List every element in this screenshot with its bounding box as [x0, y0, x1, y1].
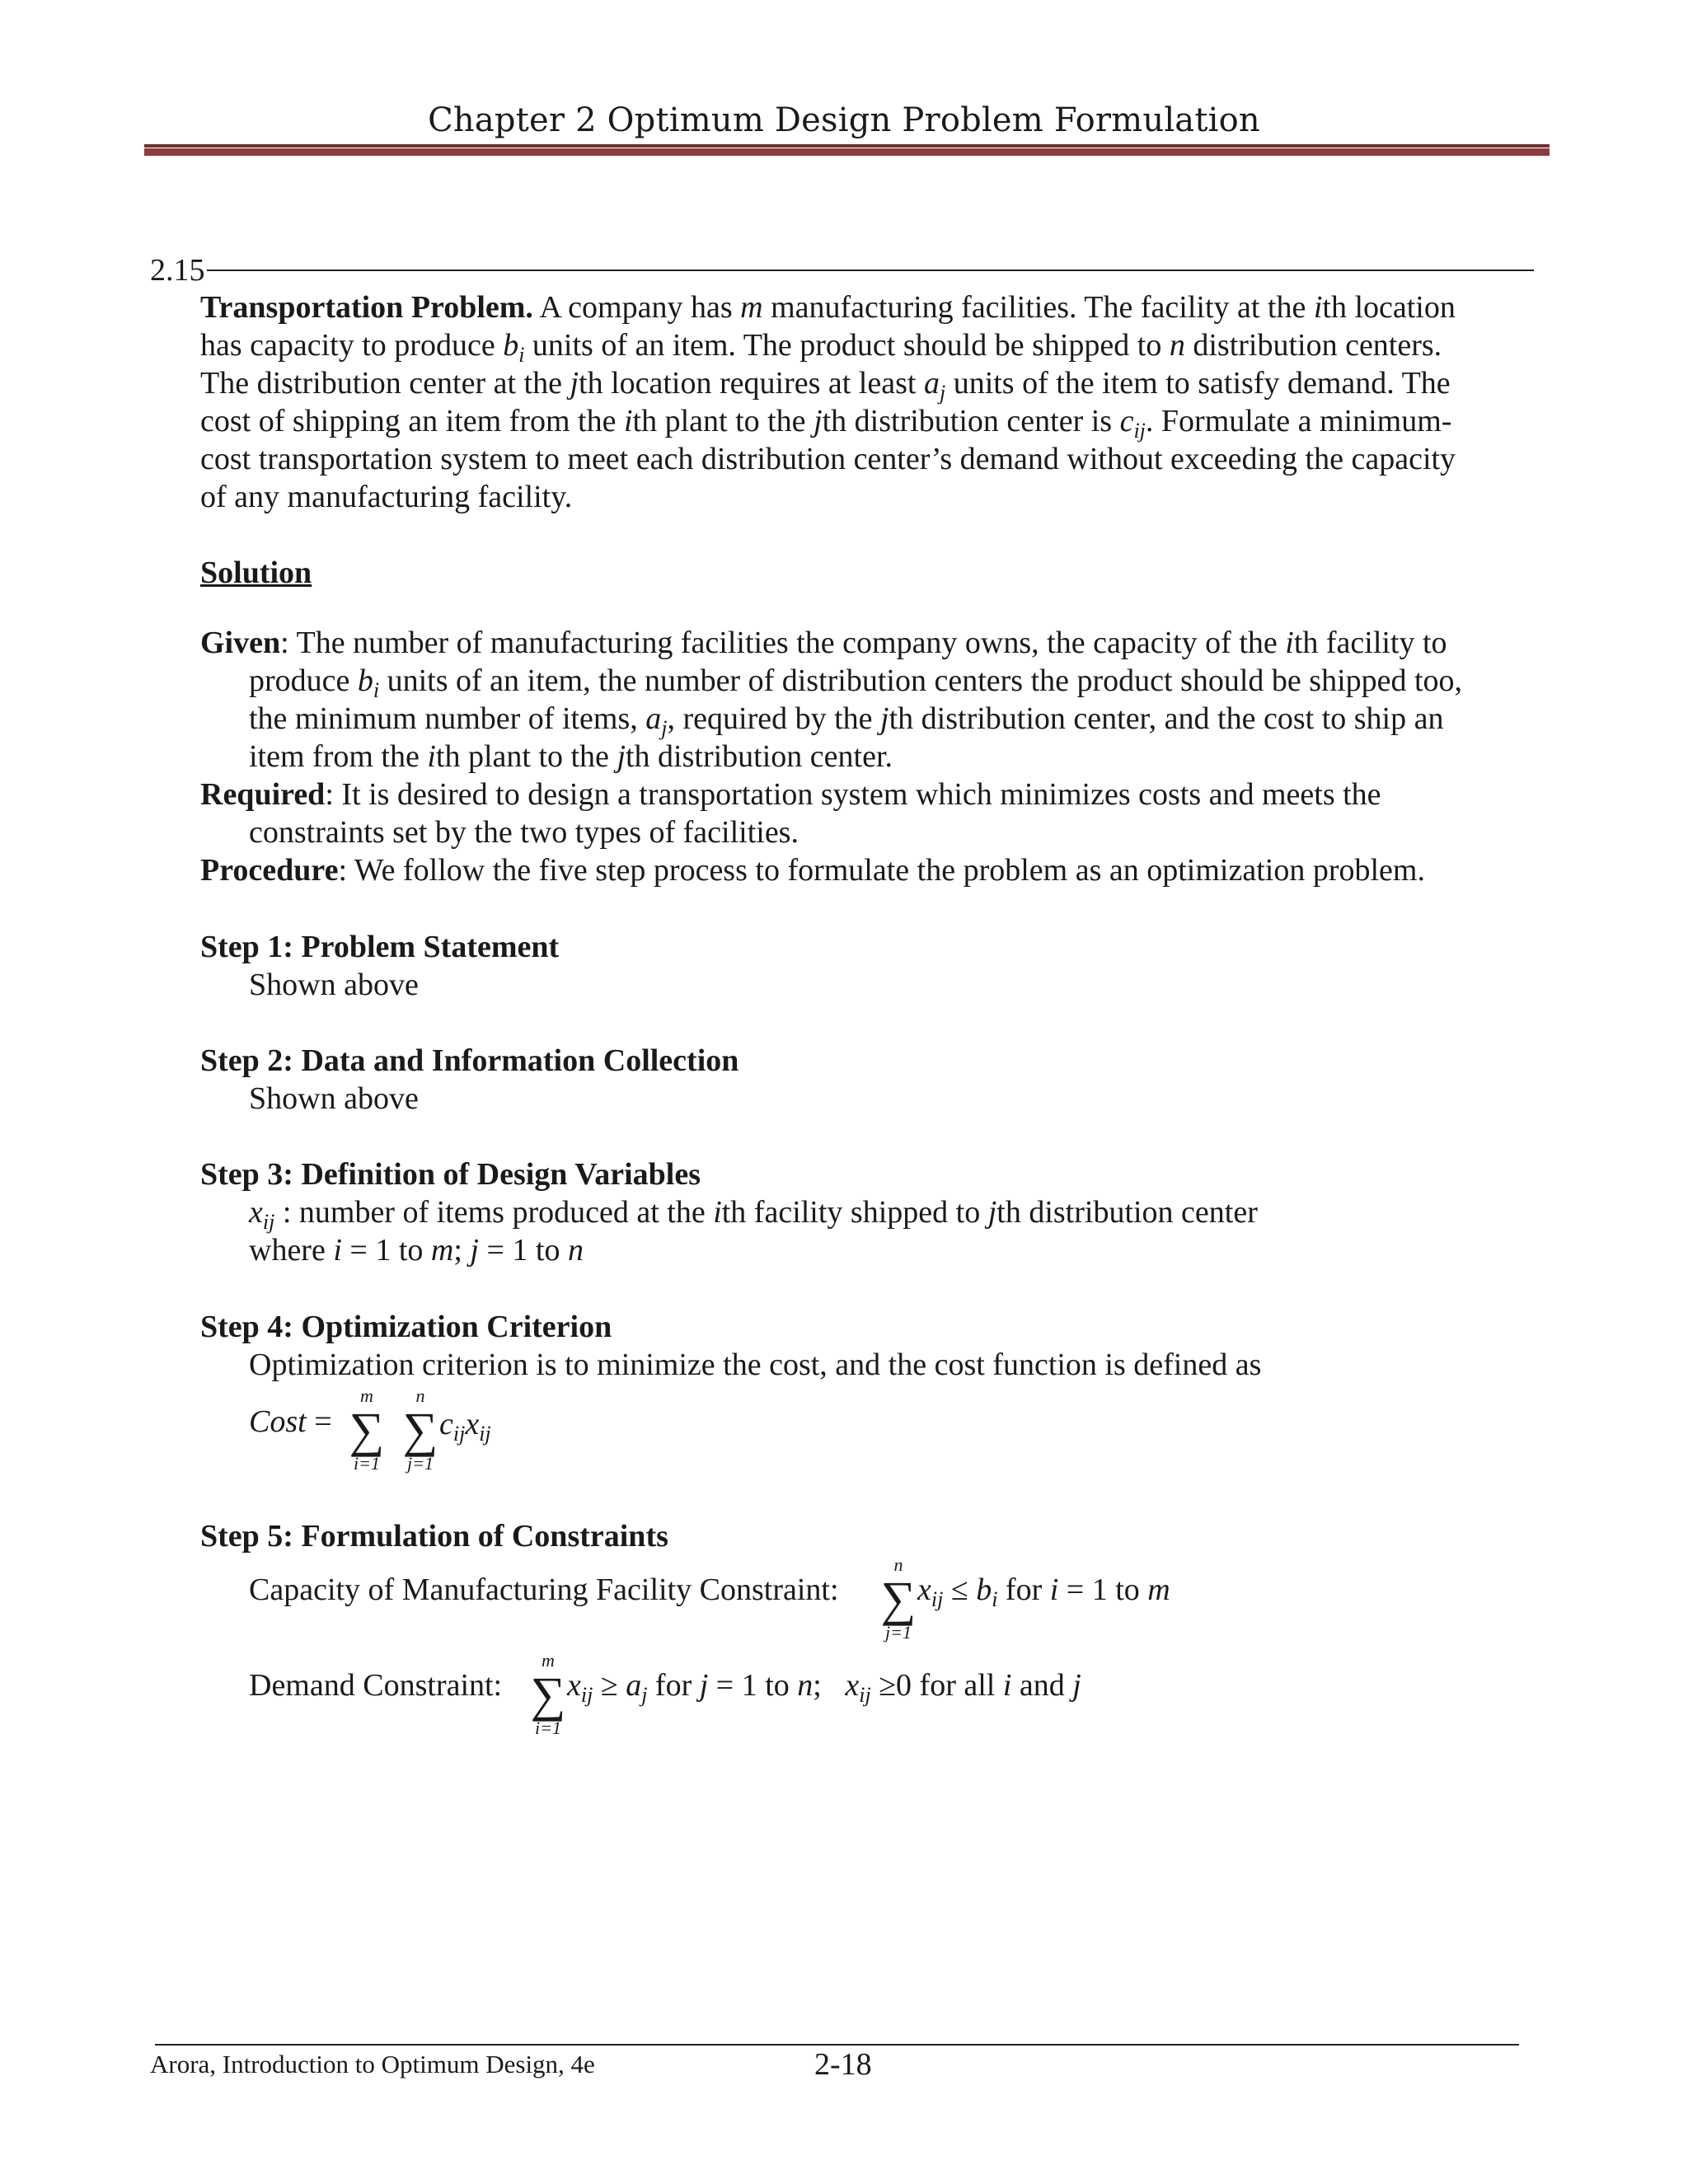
- demand-label: Demand Constraint:: [249, 1668, 503, 1703]
- capacity-label: Capacity of Manufacturing Facility Constraint:: [249, 1572, 839, 1607]
- footer-citation: Arora, Introduction to Optimum Design, 4e: [150, 2050, 595, 2079]
- required-line-2: constraints set by the two types of facilities.: [249, 815, 799, 850]
- given-line-1: Given: The number of manufacturing facilities the company owns, the capacity of the ith facility to: [200, 626, 1447, 660]
- problem-number: 2.15: [150, 253, 205, 288]
- problem-rule: [207, 269, 1534, 271]
- header-rule-thick: [144, 148, 1550, 156]
- step3-line-2: where i = 1 to m; j = 1 to n: [249, 1233, 584, 1268]
- problem-text: A company has m manufacturing facilities. The facility at the ith location: [532, 290, 1456, 325]
- demand-expression: $x_{ij} \ge a_j$ for j = 1 to n; $x_{ij} \ge 0$ for all i and j: [567, 1668, 1081, 1707]
- problem-line-6: of any manufacturing facility.: [200, 480, 573, 514]
- problem-line-4: cost of shipping an item from the ith plant to the jth distribution center is $c_{ij}$. Formulate a minimum-: [200, 404, 1452, 443]
- step3-heading: Step 3: Definition of Design Variables: [200, 1157, 701, 1192]
- procedure-line: Procedure: We follow the five step process to formulate the problem as an optimization problem.: [200, 853, 1425, 888]
- step4-heading: Step 4: Optimization Criterion: [200, 1310, 612, 1344]
- problem-line-1: [200, 288, 1456, 326]
- step5-heading: Step 5: Formulation of Constraints: [200, 1519, 668, 1554]
- problem-line-2: has capacity to produce $b_i$ units of an item. The product should be shipped to n distribution centers.: [200, 328, 1442, 367]
- required-label: Required: [200, 777, 326, 812]
- problem-line-3: The distribution center at the jth location requires at least $a_j$ units of the item to satisfy demand. The: [200, 366, 1451, 405]
- demand-sum: m ∑ i=1: [528, 1652, 569, 1737]
- page-number: 2-18: [814, 2047, 872, 2082]
- given-line-3: the minimum number of items, $a_j$, required by the jth distribution center, and the cost to ship an: [249, 701, 1444, 740]
- given-line-4: item from the ith plant to the jth distribution center.: [249, 739, 893, 774]
- given-label: Given: [200, 626, 281, 660]
- step4-text: Optimization criterion is to minimize the cost, and the cost function is defined as: [249, 1347, 1262, 1382]
- running-header: Chapter 2 Optimum Design Problem Formulation: [428, 101, 1260, 139]
- cost-term: $c_{ij}x_{ij}$: [439, 1407, 491, 1446]
- problem-line-5: cost transportation system to meet each distribution center’s demand without exceeding the capacity: [200, 442, 1456, 476]
- header-rule-thin: [144, 144, 1550, 148]
- step1-text: Shown above: [249, 968, 419, 1002]
- capacity-expression: $x_{ij} \le b_i$ for i = 1 to m: [917, 1572, 1170, 1611]
- problem-title: Transportation Problem.: [200, 290, 533, 325]
- sigma-icon: ∑: [880, 1572, 917, 1626]
- solution-heading: Solution: [200, 555, 312, 590]
- step2-text: Shown above: [249, 1081, 419, 1116]
- sigma-icon: ∑: [349, 1403, 385, 1457]
- given-line-2: produce $b_i$ units of an item, the number of distribution centers the product should be shipped too,: [249, 663, 1463, 702]
- cost-sum-j: n ∑ j=1: [400, 1387, 441, 1473]
- cost-label: Cost =: [249, 1404, 332, 1439]
- procedure-label: Procedure: [200, 853, 339, 888]
- required-line-1: Required: It is desired to design a transportation system which minimizes costs and meets the: [200, 777, 1381, 812]
- cost-sum-i: m ∑ i=1: [346, 1387, 387, 1473]
- capacity-sum: n ∑ j=1: [878, 1556, 919, 1642]
- step2-heading: Step 2: Data and Information Collection: [200, 1043, 739, 1078]
- nonneg-x: x: [845, 1668, 860, 1703]
- step3-line-1: $x_{ij}$ : number of items produced at the ith facility shipped to jth distribution center: [249, 1195, 1258, 1234]
- sigma-icon: ∑: [530, 1667, 566, 1722]
- sigma-icon: ∑: [402, 1403, 438, 1457]
- step1-heading: Step 1: Problem Statement: [200, 930, 560, 964]
